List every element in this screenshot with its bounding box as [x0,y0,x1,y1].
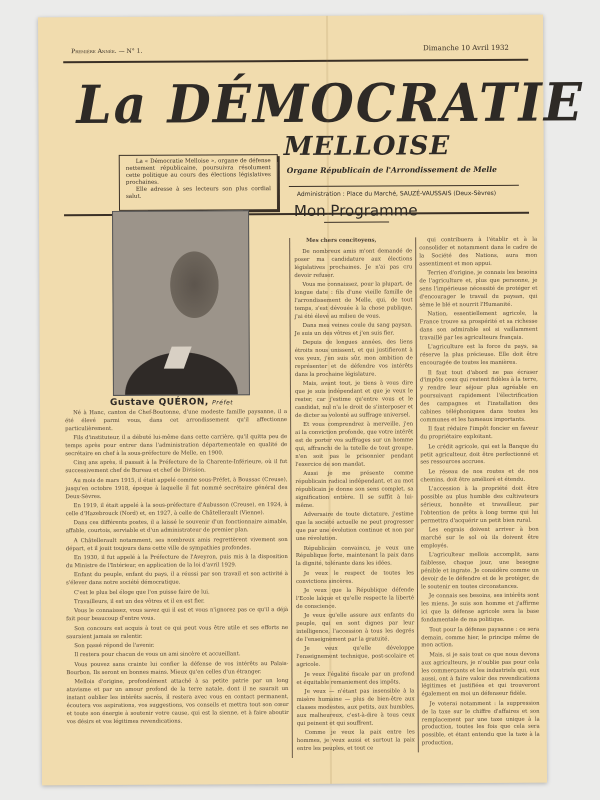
paragraph: Né à Hanc, canton de Chef-Boutonne, d'une modeste famille paysanne, il a été élevé parmi vous, dans cet arrondissement qu'il affectionne particulièrement. [65,409,288,433]
paragraph: qui contribuera à l'établir et à la consolider et notamment dans le cadre de la Société des Nations, aura mon assentiment et mon appui. [419,236,538,268]
paragraph: Son concours est acquis à tout ce qui peut vous être utile et ses efforts ne sauraient jamais se ralentir. [66,624,289,640]
paragraph: Vous pouvez sans crainte lui confier la défense de vos intérêts au Palais-Bourbon. Ils seront en bonnes mains. Mieux qu'en celles d'un étranger. [66,660,289,676]
paragraph: L'agriculture est la force du pays, sa réserve la plus précieuse. Elle doit être encouragée de toutes les manières. [419,343,538,367]
biography-column [65,409,289,728]
paragraph: Nation, essentiellement agricole, la France trouve sa prospérité et sa richesse dans son admirable sol si vaillamment travaillé par les agriculteurs français. [419,310,538,342]
paragraph: Tout pour la défense paysanne : ce sera demain, comme hier, le principe même de mon action. [421,626,540,649]
paragraph: Il faut tout d'abord ne pas écraser d'impôts ceux qui restent fidèles à la terre, y rendre leur séjour plus agréable en poursuivant rapidement l'électrification des campagnes et l'installation des cabines téléphoniques dans toutes les communes et les hameaux importants. [419,369,539,424]
paragraph: Depuis de longues années, des liens étroits nous unissent, et qui justifieront à vos yeux, j'en suis sûr, mon ambition de représenter et de défendre vos intérêts dans la prochaine législature. [294,339,413,378]
mission-box [119,154,278,211]
paragraph: Il restera pour chacun de vous un ami sincère et accueillant. [74,651,241,659]
paragraph: Dans mes veines coule du sang paysan. Je suis un des vôtres et j'en suis fier. [294,322,413,337]
paragraph: Les engrais doivent arriver à bon marché sur le sol où ils doivent être employés. [420,526,539,550]
paragraph: Je veux — n'étant pas insensible à la misère humaine — plus de bien-être aux classes modestes, aux petits, aux humbles, aux malheureux, c'est-à-dire à tous ceux qui peinent et qui souffrent. [296,688,415,727]
paragraph: Le crédit agricole, qui est la Banque du petit agriculteur, doit être perfectionné et ses ressources accrues. [420,443,539,466]
paragraph: Je veux le respect de toutes les convictions sincères. [295,570,414,585]
paragraph: Je veux que la République défende l'Ecole laïque et qu'elle respecte la liberté de conscience. [296,587,415,610]
paragraph: Je connais ses besoins, ses intérêts sont les miens. Je suis son homme et j'affirme ici que la défense agricole sera la base fondamentale de ma politique. [421,593,540,624]
paragraph: Mais, si je sais tout ce que nous devons aux agriculteurs, je n'oublie pas pour cela les commerçants et les industriels qui, eux aussi, ont à faire valoir des revendications légitimes et justifiées et qui trouveront également en moi un défenseur fidèle. [421,651,540,698]
divider [63,59,528,63]
newspaper-title: La DÉMOCRATIE [76,70,585,136]
paragraph: Il faut réduire l'impôt foncier en faveur du propriétaire exploitant. [420,426,539,441]
paragraph: Vous le connaissez, vous savez qui il est et vous n'ignorez pas ce qu'il a déjà fait pour beaucoup d'entre vous. [66,607,289,623]
paragraph: Républicain convaincu, je veux une République forte, maintenant la paix dans la dignité, tolérante dans les idées. [295,544,414,568]
column-rule [415,237,419,752]
candidate-name: Gustave QUÉRON, [109,397,209,408]
issue-date: Dimanche 10 Avril 1932 [423,43,509,53]
paragraph: Aussi je me présente comme républicain radical indépendant, et au mot républicain je donne son sens complet, sa signification entière. Il se suffit à lui-même. [295,470,414,509]
divider [289,185,519,187]
article-heading: Mon Programme [293,201,418,220]
programme-column-2 [419,237,540,750]
paragraph: Je veux qu'elle assure aux enfants du peuple, qui en sont dignes par leur intelligence, l'accession à tous les degrés de l'enseignement par la gratuité. [296,612,415,643]
paragraph: Mais, avant tout, je tiens à vous dire que je suis indépendant et que je veux le rester, car j'estime qu'entre vous et le candidat, nul n'a le droit de s'interposer et de dicter sa volonté au suffrage universel. [294,380,414,420]
paragraph: Mellois d'origine, profondément attaché à sa petite patrie par un long atavisme et par un amour profond de la terre natale, dont il ne saurait un instant oublier les intérêts sacrés, il restera avec vous en contact permanent, écoutera vos aspirations, vos suggestions, vos conseils et mettra tout son cœur et toute son énergie à soutenir votre cause, qui est la sienne, et à faire aboutir vos désirs et vos légitimes revendications. [66,678,289,725]
divider [324,221,389,222]
mission-text: La « Démocratie Melloise », organe de défense nettement républicaine, poursuivra résolument cette politique au cours des élections législatives prochaines. [125,158,271,186]
paragraph: Cinq ans après, il passait à la Préfecture de la Charente-Inférieure, où il fut successivement chef de Bureau et chef de Division. [65,459,288,475]
paragraph: Au mois de mars 1915, il était appelé comme sous-Préfet, à Boussac (Creuse), jusqu'en octobre 1918, époque à laquelle il fut nommé secrétaire général des Deux-Sèvres. [65,476,288,500]
paragraph: Travailleurs, il est un des vôtres et il en est fier. [74,598,205,606]
paragraph: En 1930, il fut appelé à la Préfecture de l'Aveyron, puis mis à la disposition du Ministre de l'Intérieur, en application de la loi d'avril 1929. [65,553,288,570]
newspaper-subtitle: MELLOISE [283,131,451,163]
paragraph: Adversaire de toute dictature, j'estime que la société actuelle ne peut progresser que par une évolution continue et non par une révolution. [295,511,414,543]
paragraph: Je veux l'égalité fiscale par un profond et équitable remaniement des impôts. [296,670,415,686]
paragraph: Terrien d'origine, je connais les besoins de l'agriculture et, plus que personne, je sens l'impérieuse nécessité de protéger et d'encourager le travail du paysan, qui sème le blé et nourrit l'Humanité. [419,269,538,309]
paragraph: A Châtellerault notamment, ses nombreux amis regrettèrent vivement son départ, et il jouit toujours dans cette ville de sympathies profondes. [65,536,288,552]
paragraph: Son passé répond de l'avenir. [74,642,155,650]
mission-text: Elle adresse à ses lecteurs son plus cordial salut. [125,186,271,200]
paragraph: En 1919, il était appelé à la sous-préfecture d'Aubusson (Creuse), en 1924, à celle d'Hazebrouck (Nord) et, en 1927, à celle de Châtellerault (Vienne). [65,501,288,518]
edition-number: Première Année. — N° 1. [71,47,143,56]
paragraph: Dans ces différents postes, il a laissé le souvenir d'un fonctionnaire aimable, affable, courtois, serviable et d'un administrateur de premier plan. [65,519,288,535]
administration-address: Administration : Place du Marché, SAUZÉ-VAUSSAIS (Deux-Sèvres) [296,189,497,198]
paragraph: C'est le plus bel éloge que l'on puisse faire de lui. [73,588,210,596]
paragraph: Je veux qu'elle développe l'enseignement technique, post-scolaire et agricole. [296,645,415,669]
greeting: Mes chers concitoyens, [306,237,377,244]
organe-tagline: Organe Républicain de l'Arrondissement de Melle [286,164,497,176]
paragraph: Et vous comprendrez à merveille, j'en ai la conviction profonde, que votre intérêt est de porter vos suffrages sur un homme qui, affranchi de la tutelle de tout groupe, n'en soit pas le prisonnier pendant l'exercice de son mandat. [295,421,414,468]
newspaper-page [38,15,585,786]
column-rule [289,238,293,758]
portrait-caption [110,397,233,408]
candidate-role: Préfet [212,399,234,407]
paragraph: Vous me connaissez, pour la plupart, de longue date : fils d'une vieille famille de l'arrondissement de Melle, qui, de tout temps, s'est dévouée à la chose publique, j'ai été élevé au milieu de vous. [294,281,413,320]
paragraph: L'accession à la propriété doit être possible au plus humble des cultivateurs sérieux, honnête et travailleur, par l'obtention de prêts à long terme qui lui permettra d'acquérir un petit bien rural. [420,485,539,525]
paragraph: L'agriculteur mellois accomplit, sans faiblesse, chaque jour, une besogne pénible et ingrate. Je considère comme un devoir de le défendre et de le protéger, de le soutenir en toutes circonstances. [420,552,539,591]
paragraph: De nombreux amis m'ont demandé de poser ma candidature aux élections législatives prochaines. Je n'ai pas cru devoir refuser. [294,248,413,279]
paragraph: Je voterai notamment : la suppression de la taxe sur le chiffre d'affaires et son remplacement par une taxe unique à la production, toutes les fois que cela sera possible, et étant entendu que la taxe à la production, [421,700,540,747]
programme-column-1 [294,237,415,755]
paragraph: Enfant du peuple, enfant du pays, il a réussi par son travail et son activité à s'élever dans notre société démocratique. [65,571,288,587]
paragraph: Comme je veux la paix entre les hommes, je veux aussi et surtout la paix entre les peuples, et tout ce [296,729,415,752]
paragraph: Fils d'instituteur, il a débuté lui-même dans cette carrière, qu'il quitta peu de temps après pour entrer dans l'administration départementale en qualité de secrétaire en chef à la sous-préfecture de Melle, en 1900. [65,434,288,458]
paragraph: Le réseau de nos routes et de nos chemins, doit être amélioré et étendu. [420,468,539,484]
